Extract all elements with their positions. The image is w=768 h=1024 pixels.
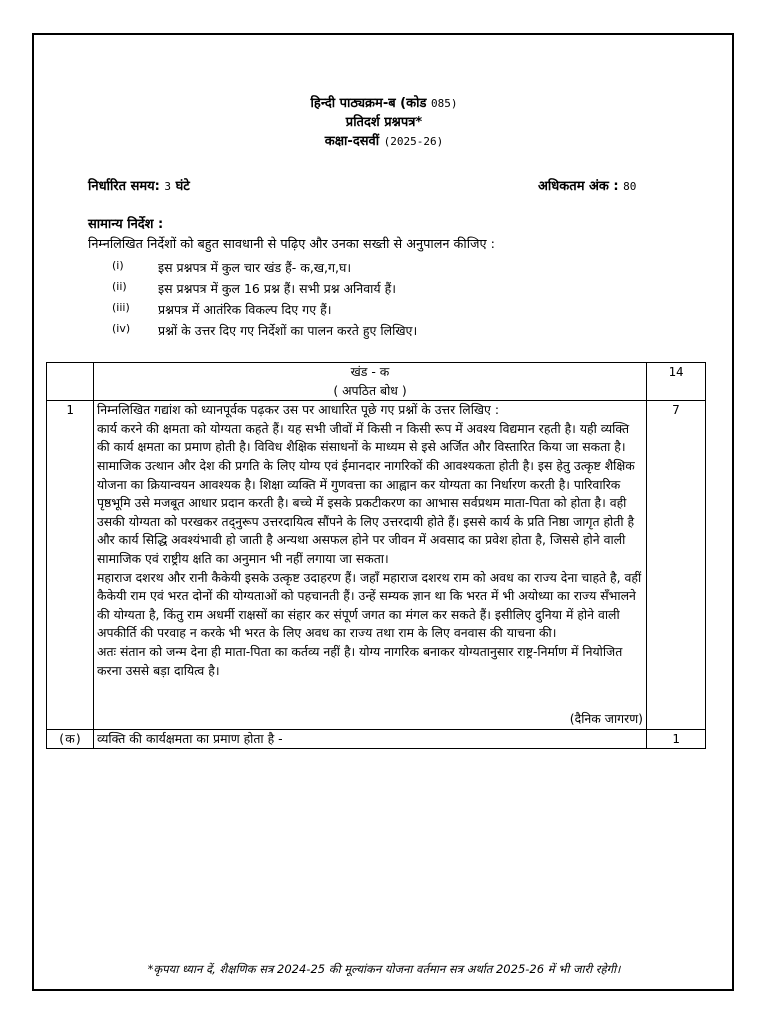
section-header-row bbox=[47, 363, 706, 401]
max-marks: अधिकतम अंक : 80 bbox=[538, 179, 637, 194]
course-code: 085) bbox=[430, 97, 458, 110]
subquestion-number: (क) bbox=[47, 729, 94, 749]
footnote: *कृपया ध्यान दें, शैक्षणिक सत्र 2024-25 की मूल्यांकन योजना वर्तमान सत्र अर्थात 2025-26 में भी जारी रहेगी। bbox=[147, 962, 621, 976]
question-marks: 7 bbox=[647, 401, 706, 730]
question-prompt: निम्नलिखित गद्यांश को ध्यानपूर्वक पढ़कर उस पर आधारित पूछे गए प्रश्नों के उत्तर लिखिए : bbox=[97, 402, 500, 418]
question-row bbox=[47, 401, 706, 730]
question-table bbox=[46, 362, 706, 749]
header-line3 bbox=[0, 131, 768, 149]
header-line2: प्रतिदर्श प्रश्नपत्र* bbox=[345, 115, 423, 130]
syllabus-title: हिन्दी पाठ्यक्रम-ब (कोड bbox=[310, 96, 427, 111]
passage-paragraph: महाराज दशरथ और रानी कैकेयी इसके उत्कृष्ट उदाहरण हैं। जहाँ महाराज दशरथ राम को अवध का राज्य देना चाहते है, वहीं कैकेयी राम एवं भरत दोनों की योग्यताओं को पहचानती हैं। उन्हें सम्यक ज्ञान था कि भरत में भी अयोध्या का राज्य सँभालने की योग्यता है, किंतु राम अधर्मी राक्षसों का संहार कर संपूर्ण जगत का मंगल कर सकते हैं। इसीलिए दुनिया में होने वाली अपकीर्ति की परवाह न करके भी भरत के लिए अवध का राज्य तथा राम के लिए वनवास की याचना की। bbox=[97, 569, 642, 641]
question-number: 1 bbox=[47, 401, 94, 730]
class-title: कक्षा-दसवीं bbox=[324, 134, 380, 149]
instructions-intro: निम्नलिखित निर्देशों को बहुत सावधानी से पढ़िए और उनका सख्ती से अनुपालन कीजिए : bbox=[88, 237, 495, 252]
passage-paragraph: अतः संतान को जन्म देना ही माता-पिता का कर्तव्य नहीं है। योग्य नागरिक बनाकर योग्यतानुसार राष्ट्र-निर्माण में नियोजित करना उससे बड़ा दायित्व है। bbox=[97, 643, 623, 678]
passage bbox=[94, 401, 647, 730]
section-subtitle: ( अपठित बोध ) bbox=[333, 382, 407, 398]
passage-paragraph: कार्य करने की क्षमता को योग्यता कहते हैं। यह सभी जीवों में किसी न किसी रूप में अवश्य विद्यमान रहती है। यही व्यक्ति की कार्य क्षमता का प्रमाण होती है। विविध शैक्षिक संसाधनों के माध्यम से इसे अर्जित और विस्तारित किया जा सकता है। सामाजिक उत्थान और देश की प्रगति के लिए योग्य एवं ईमानदार नागरिकों की आवश्यकता होती है। इस हेतु उत्कृष्ट शैक्षिक योजना का क्रियान्वयन आवश्यक है। शिक्षा व्यक्ति में गुणवत्ता का आह्वान कर योग्यता का निर्धारण करती है। पारिवारिक पृष्ठभूमि उसे मजबूत आधार प्रदान करती है। बच्चे में इसके प्रकटीकरण का आभास सर्वप्रथम माता-पिता को होता है। वही उसकी योग्यता को परखकर तद्नुरूप उत्तरदायित्व सौंपने के लिए उत्तरदायी होते हैं। इससे कार्य के प्रति निष्ठा जागृत होती है और कार्य सिद्धि अवश्यंभावी हो जाती है अन्यथा असफल होने पर जीवन में अवसाद का प्रवेश होता है, जिससे होने वाली सामाजिक एवं राष्ट्रीय क्षति का अनुमान भी नहीं लगाया जा सकता। bbox=[97, 420, 635, 566]
subquestion-marks: 1 bbox=[647, 729, 706, 749]
time-allowed: निर्धारित समय: 3 घंटे bbox=[88, 179, 190, 194]
header-line1 bbox=[0, 93, 768, 111]
instructions-title: सामान्य निर्देश : bbox=[88, 217, 164, 232]
section-title: खंड - क bbox=[350, 364, 390, 379]
subquestion-text: व्यक्ति की कार्यक्षमता का प्रमाण होता है - bbox=[94, 729, 647, 749]
section-marks: 14 bbox=[647, 363, 706, 401]
subquestion-row bbox=[47, 729, 706, 749]
passage-source: (दैनिक जागरण) bbox=[569, 711, 643, 727]
session-year: (2025-26) bbox=[383, 135, 444, 148]
